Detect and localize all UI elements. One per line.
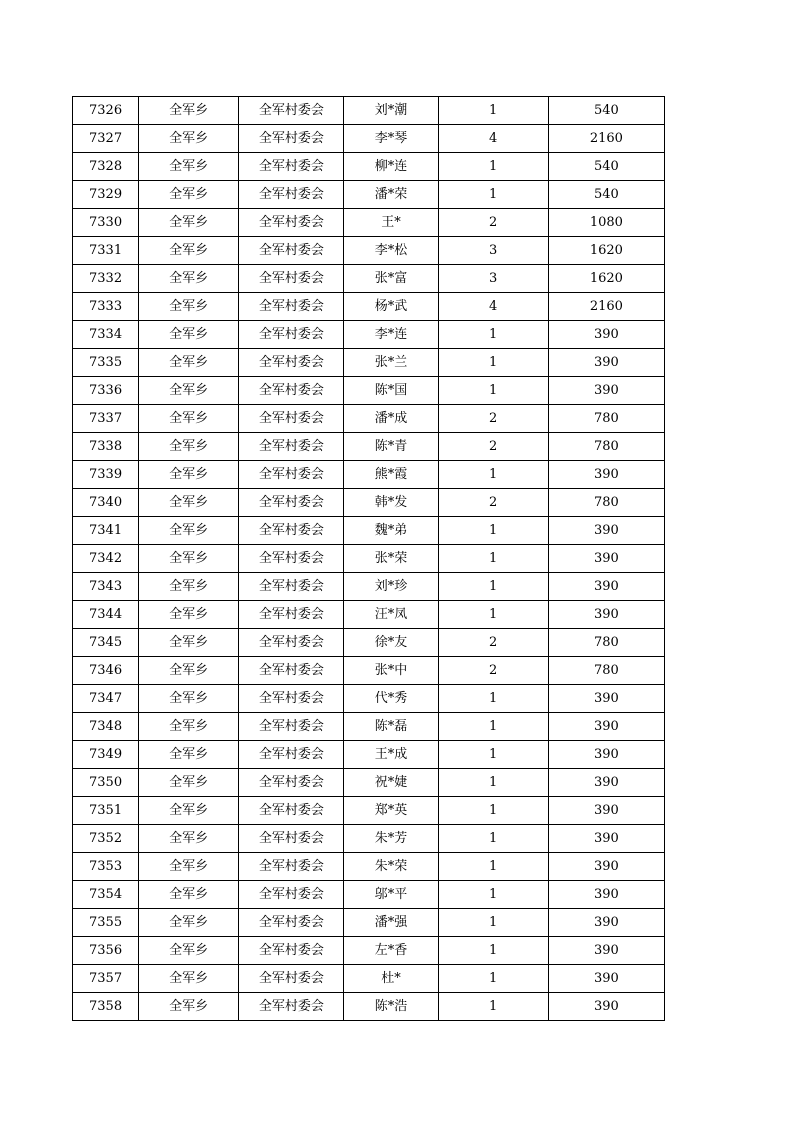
serial-number-cell: 7344	[73, 601, 139, 629]
village-committee-cell: 全军村委会	[239, 881, 344, 909]
count-cell: 1	[438, 97, 548, 125]
name-cell: 陈*国	[344, 377, 438, 405]
amount-cell: 390	[548, 909, 664, 937]
count-cell: 1	[438, 993, 548, 1021]
count-cell: 1	[438, 153, 548, 181]
amount-cell: 780	[548, 657, 664, 685]
serial-number-cell: 7332	[73, 265, 139, 293]
amount-cell: 390	[548, 545, 664, 573]
serial-number-cell: 7354	[73, 881, 139, 909]
amount-cell: 780	[548, 433, 664, 461]
serial-number-cell: 7349	[73, 741, 139, 769]
township-cell: 全军乡	[139, 349, 239, 377]
count-cell: 1	[438, 909, 548, 937]
table-row	[73, 125, 665, 153]
serial-number-cell: 7347	[73, 685, 139, 713]
village-committee-cell: 全军村委会	[239, 321, 344, 349]
serial-number-cell: 7357	[73, 965, 139, 993]
village-committee-cell: 全军村委会	[239, 685, 344, 713]
amount-cell: 390	[548, 349, 664, 377]
township-cell: 全军乡	[139, 993, 239, 1021]
count-cell: 1	[438, 825, 548, 853]
count-cell: 1	[438, 797, 548, 825]
township-cell: 全军乡	[139, 97, 239, 125]
count-cell: 1	[438, 601, 548, 629]
count-cell: 1	[438, 517, 548, 545]
village-committee-cell: 全军村委会	[239, 741, 344, 769]
village-committee-cell: 全军村委会	[239, 265, 344, 293]
amount-cell: 780	[548, 629, 664, 657]
table-row	[73, 573, 665, 601]
village-committee-cell: 全军村委会	[239, 629, 344, 657]
village-committee-cell: 全军村委会	[239, 713, 344, 741]
serial-number-cell: 7331	[73, 237, 139, 265]
township-cell: 全军乡	[139, 881, 239, 909]
table-row	[73, 489, 665, 517]
table-row	[73, 377, 665, 405]
township-cell: 全军乡	[139, 713, 239, 741]
village-committee-cell: 全军村委会	[239, 293, 344, 321]
name-cell: 王*成	[344, 741, 438, 769]
name-cell: 左*香	[344, 937, 438, 965]
amount-cell: 780	[548, 489, 664, 517]
count-cell: 1	[438, 181, 548, 209]
count-cell: 1	[438, 741, 548, 769]
township-cell: 全军乡	[139, 433, 239, 461]
name-cell: 徐*友	[344, 629, 438, 657]
name-cell: 潘*强	[344, 909, 438, 937]
serial-number-cell: 7358	[73, 993, 139, 1021]
township-cell: 全军乡	[139, 209, 239, 237]
amount-cell: 540	[548, 97, 664, 125]
amount-cell: 390	[548, 573, 664, 601]
village-committee-cell: 全军村委会	[239, 377, 344, 405]
serial-number-cell: 7350	[73, 769, 139, 797]
amount-cell: 1620	[548, 265, 664, 293]
name-cell: 李*连	[344, 321, 438, 349]
name-cell: 柳*连	[344, 153, 438, 181]
township-cell: 全军乡	[139, 545, 239, 573]
table-row	[73, 909, 665, 937]
table-row	[73, 321, 665, 349]
amount-cell: 390	[548, 853, 664, 881]
count-cell: 2	[438, 657, 548, 685]
township-cell: 全军乡	[139, 657, 239, 685]
amount-cell: 2160	[548, 293, 664, 321]
village-committee-cell: 全军村委会	[239, 433, 344, 461]
name-cell: 熊*霞	[344, 461, 438, 489]
count-cell: 4	[438, 125, 548, 153]
name-cell: 郑*英	[344, 797, 438, 825]
name-cell: 张*兰	[344, 349, 438, 377]
serial-number-cell: 7327	[73, 125, 139, 153]
village-committee-cell: 全军村委会	[239, 965, 344, 993]
serial-number-cell: 7343	[73, 573, 139, 601]
count-cell: 4	[438, 293, 548, 321]
count-cell: 3	[438, 237, 548, 265]
name-cell: 刘*珍	[344, 573, 438, 601]
serial-number-cell: 7356	[73, 937, 139, 965]
amount-cell: 390	[548, 825, 664, 853]
village-committee-cell: 全军村委会	[239, 545, 344, 573]
amount-cell: 390	[548, 713, 664, 741]
name-cell: 汪*凤	[344, 601, 438, 629]
table-row	[73, 237, 665, 265]
name-cell: 刘*潮	[344, 97, 438, 125]
count-cell: 1	[438, 545, 548, 573]
village-committee-cell: 全军村委会	[239, 993, 344, 1021]
name-cell: 代*秀	[344, 685, 438, 713]
serial-number-cell: 7334	[73, 321, 139, 349]
serial-number-cell: 7326	[73, 97, 139, 125]
table-row	[73, 601, 665, 629]
township-cell: 全军乡	[139, 153, 239, 181]
village-committee-cell: 全军村委会	[239, 349, 344, 377]
table-row	[73, 657, 665, 685]
table-row	[73, 993, 665, 1021]
table-row	[73, 825, 665, 853]
table-row	[73, 433, 665, 461]
township-cell: 全军乡	[139, 797, 239, 825]
amount-cell: 390	[548, 797, 664, 825]
table-row	[73, 769, 665, 797]
table-row	[73, 965, 665, 993]
township-cell: 全军乡	[139, 965, 239, 993]
township-cell: 全军乡	[139, 265, 239, 293]
serial-number-cell: 7335	[73, 349, 139, 377]
serial-number-cell: 7346	[73, 657, 139, 685]
name-cell: 朱*荣	[344, 853, 438, 881]
serial-number-cell: 7342	[73, 545, 139, 573]
name-cell: 李*松	[344, 237, 438, 265]
serial-number-cell: 7329	[73, 181, 139, 209]
serial-number-cell: 7353	[73, 853, 139, 881]
count-cell: 1	[438, 321, 548, 349]
name-cell: 祝*婕	[344, 769, 438, 797]
table-row	[73, 881, 665, 909]
table-row	[73, 349, 665, 377]
name-cell: 李*琴	[344, 125, 438, 153]
village-committee-cell: 全军村委会	[239, 657, 344, 685]
table-row	[73, 265, 665, 293]
village-committee-cell: 全军村委会	[239, 489, 344, 517]
serial-number-cell: 7338	[73, 433, 139, 461]
village-committee-cell: 全军村委会	[239, 237, 344, 265]
table-row	[73, 713, 665, 741]
amount-cell: 1620	[548, 237, 664, 265]
count-cell: 2	[438, 209, 548, 237]
amount-cell: 390	[548, 377, 664, 405]
table-row	[73, 629, 665, 657]
count-cell: 1	[438, 713, 548, 741]
village-committee-cell: 全军村委会	[239, 769, 344, 797]
village-committee-cell: 全军村委会	[239, 853, 344, 881]
amount-cell: 540	[548, 153, 664, 181]
amount-cell: 390	[548, 685, 664, 713]
serial-number-cell: 7345	[73, 629, 139, 657]
serial-number-cell: 7339	[73, 461, 139, 489]
township-cell: 全军乡	[139, 237, 239, 265]
count-cell: 2	[438, 629, 548, 657]
village-committee-cell: 全军村委会	[239, 97, 344, 125]
serial-number-cell: 7337	[73, 405, 139, 433]
amount-cell: 780	[548, 405, 664, 433]
amount-cell: 390	[548, 741, 664, 769]
count-cell: 1	[438, 965, 548, 993]
amount-cell: 1080	[548, 209, 664, 237]
township-cell: 全军乡	[139, 573, 239, 601]
township-cell: 全军乡	[139, 937, 239, 965]
table-row	[73, 293, 665, 321]
village-committee-cell: 全军村委会	[239, 517, 344, 545]
township-cell: 全军乡	[139, 377, 239, 405]
village-committee-cell: 全军村委会	[239, 573, 344, 601]
table-row	[73, 797, 665, 825]
village-committee-cell: 全军村委会	[239, 181, 344, 209]
table-row	[73, 937, 665, 965]
count-cell: 2	[438, 433, 548, 461]
serial-number-cell: 7348	[73, 713, 139, 741]
amount-cell: 390	[548, 881, 664, 909]
village-committee-cell: 全军村委会	[239, 209, 344, 237]
serial-number-cell: 7351	[73, 797, 139, 825]
count-cell: 3	[438, 265, 548, 293]
township-cell: 全军乡	[139, 741, 239, 769]
village-committee-cell: 全军村委会	[239, 461, 344, 489]
count-cell: 1	[438, 461, 548, 489]
name-cell: 韩*发	[344, 489, 438, 517]
table-row	[73, 461, 665, 489]
amount-cell: 390	[548, 769, 664, 797]
count-cell: 1	[438, 853, 548, 881]
township-cell: 全军乡	[139, 461, 239, 489]
table-row	[73, 545, 665, 573]
township-cell: 全军乡	[139, 825, 239, 853]
serial-number-cell: 7341	[73, 517, 139, 545]
township-cell: 全军乡	[139, 405, 239, 433]
township-cell: 全军乡	[139, 293, 239, 321]
name-cell: 张*富	[344, 265, 438, 293]
count-cell: 2	[438, 405, 548, 433]
record-table-body	[73, 97, 665, 1021]
amount-cell: 390	[548, 993, 664, 1021]
village-committee-cell: 全军村委会	[239, 405, 344, 433]
table-row	[73, 685, 665, 713]
serial-number-cell: 7352	[73, 825, 139, 853]
count-cell: 1	[438, 881, 548, 909]
amount-cell: 2160	[548, 125, 664, 153]
name-cell: 邬*平	[344, 881, 438, 909]
count-cell: 1	[438, 937, 548, 965]
name-cell: 陈*磊	[344, 713, 438, 741]
township-cell: 全军乡	[139, 125, 239, 153]
count-cell: 1	[438, 685, 548, 713]
serial-number-cell: 7333	[73, 293, 139, 321]
amount-cell: 540	[548, 181, 664, 209]
name-cell: 张*中	[344, 657, 438, 685]
count-cell: 1	[438, 377, 548, 405]
township-cell: 全军乡	[139, 321, 239, 349]
name-cell: 杜*	[344, 965, 438, 993]
amount-cell: 390	[548, 965, 664, 993]
village-committee-cell: 全军村委会	[239, 825, 344, 853]
table-row	[73, 853, 665, 881]
village-committee-cell: 全军村委会	[239, 937, 344, 965]
count-cell: 1	[438, 769, 548, 797]
amount-cell: 390	[548, 937, 664, 965]
record-table	[72, 96, 665, 1021]
name-cell: 杨*武	[344, 293, 438, 321]
amount-cell: 390	[548, 321, 664, 349]
serial-number-cell: 7355	[73, 909, 139, 937]
name-cell: 潘*荣	[344, 181, 438, 209]
table-row	[73, 517, 665, 545]
count-cell: 1	[438, 349, 548, 377]
table-row	[73, 97, 665, 125]
name-cell: 陈*青	[344, 433, 438, 461]
table-row	[73, 209, 665, 237]
count-cell: 2	[438, 489, 548, 517]
village-committee-cell: 全军村委会	[239, 601, 344, 629]
amount-cell: 390	[548, 517, 664, 545]
name-cell: 朱*芳	[344, 825, 438, 853]
name-cell: 王*	[344, 209, 438, 237]
township-cell: 全军乡	[139, 853, 239, 881]
township-cell: 全军乡	[139, 769, 239, 797]
township-cell: 全军乡	[139, 909, 239, 937]
count-cell: 1	[438, 573, 548, 601]
name-cell: 潘*成	[344, 405, 438, 433]
table-row	[73, 153, 665, 181]
village-committee-cell: 全军村委会	[239, 125, 344, 153]
township-cell: 全军乡	[139, 517, 239, 545]
table-row	[73, 405, 665, 433]
village-committee-cell: 全军村委会	[239, 797, 344, 825]
township-cell: 全军乡	[139, 181, 239, 209]
table-row	[73, 181, 665, 209]
amount-cell: 390	[548, 461, 664, 489]
township-cell: 全军乡	[139, 629, 239, 657]
township-cell: 全军乡	[139, 685, 239, 713]
serial-number-cell: 7340	[73, 489, 139, 517]
township-cell: 全军乡	[139, 601, 239, 629]
name-cell: 陈*浩	[344, 993, 438, 1021]
amount-cell: 390	[548, 601, 664, 629]
table-row	[73, 741, 665, 769]
serial-number-cell: 7336	[73, 377, 139, 405]
serial-number-cell: 7328	[73, 153, 139, 181]
village-committee-cell: 全军村委会	[239, 909, 344, 937]
name-cell: 魏*弟	[344, 517, 438, 545]
village-committee-cell: 全军村委会	[239, 153, 344, 181]
name-cell: 张*荣	[344, 545, 438, 573]
serial-number-cell: 7330	[73, 209, 139, 237]
township-cell: 全军乡	[139, 489, 239, 517]
